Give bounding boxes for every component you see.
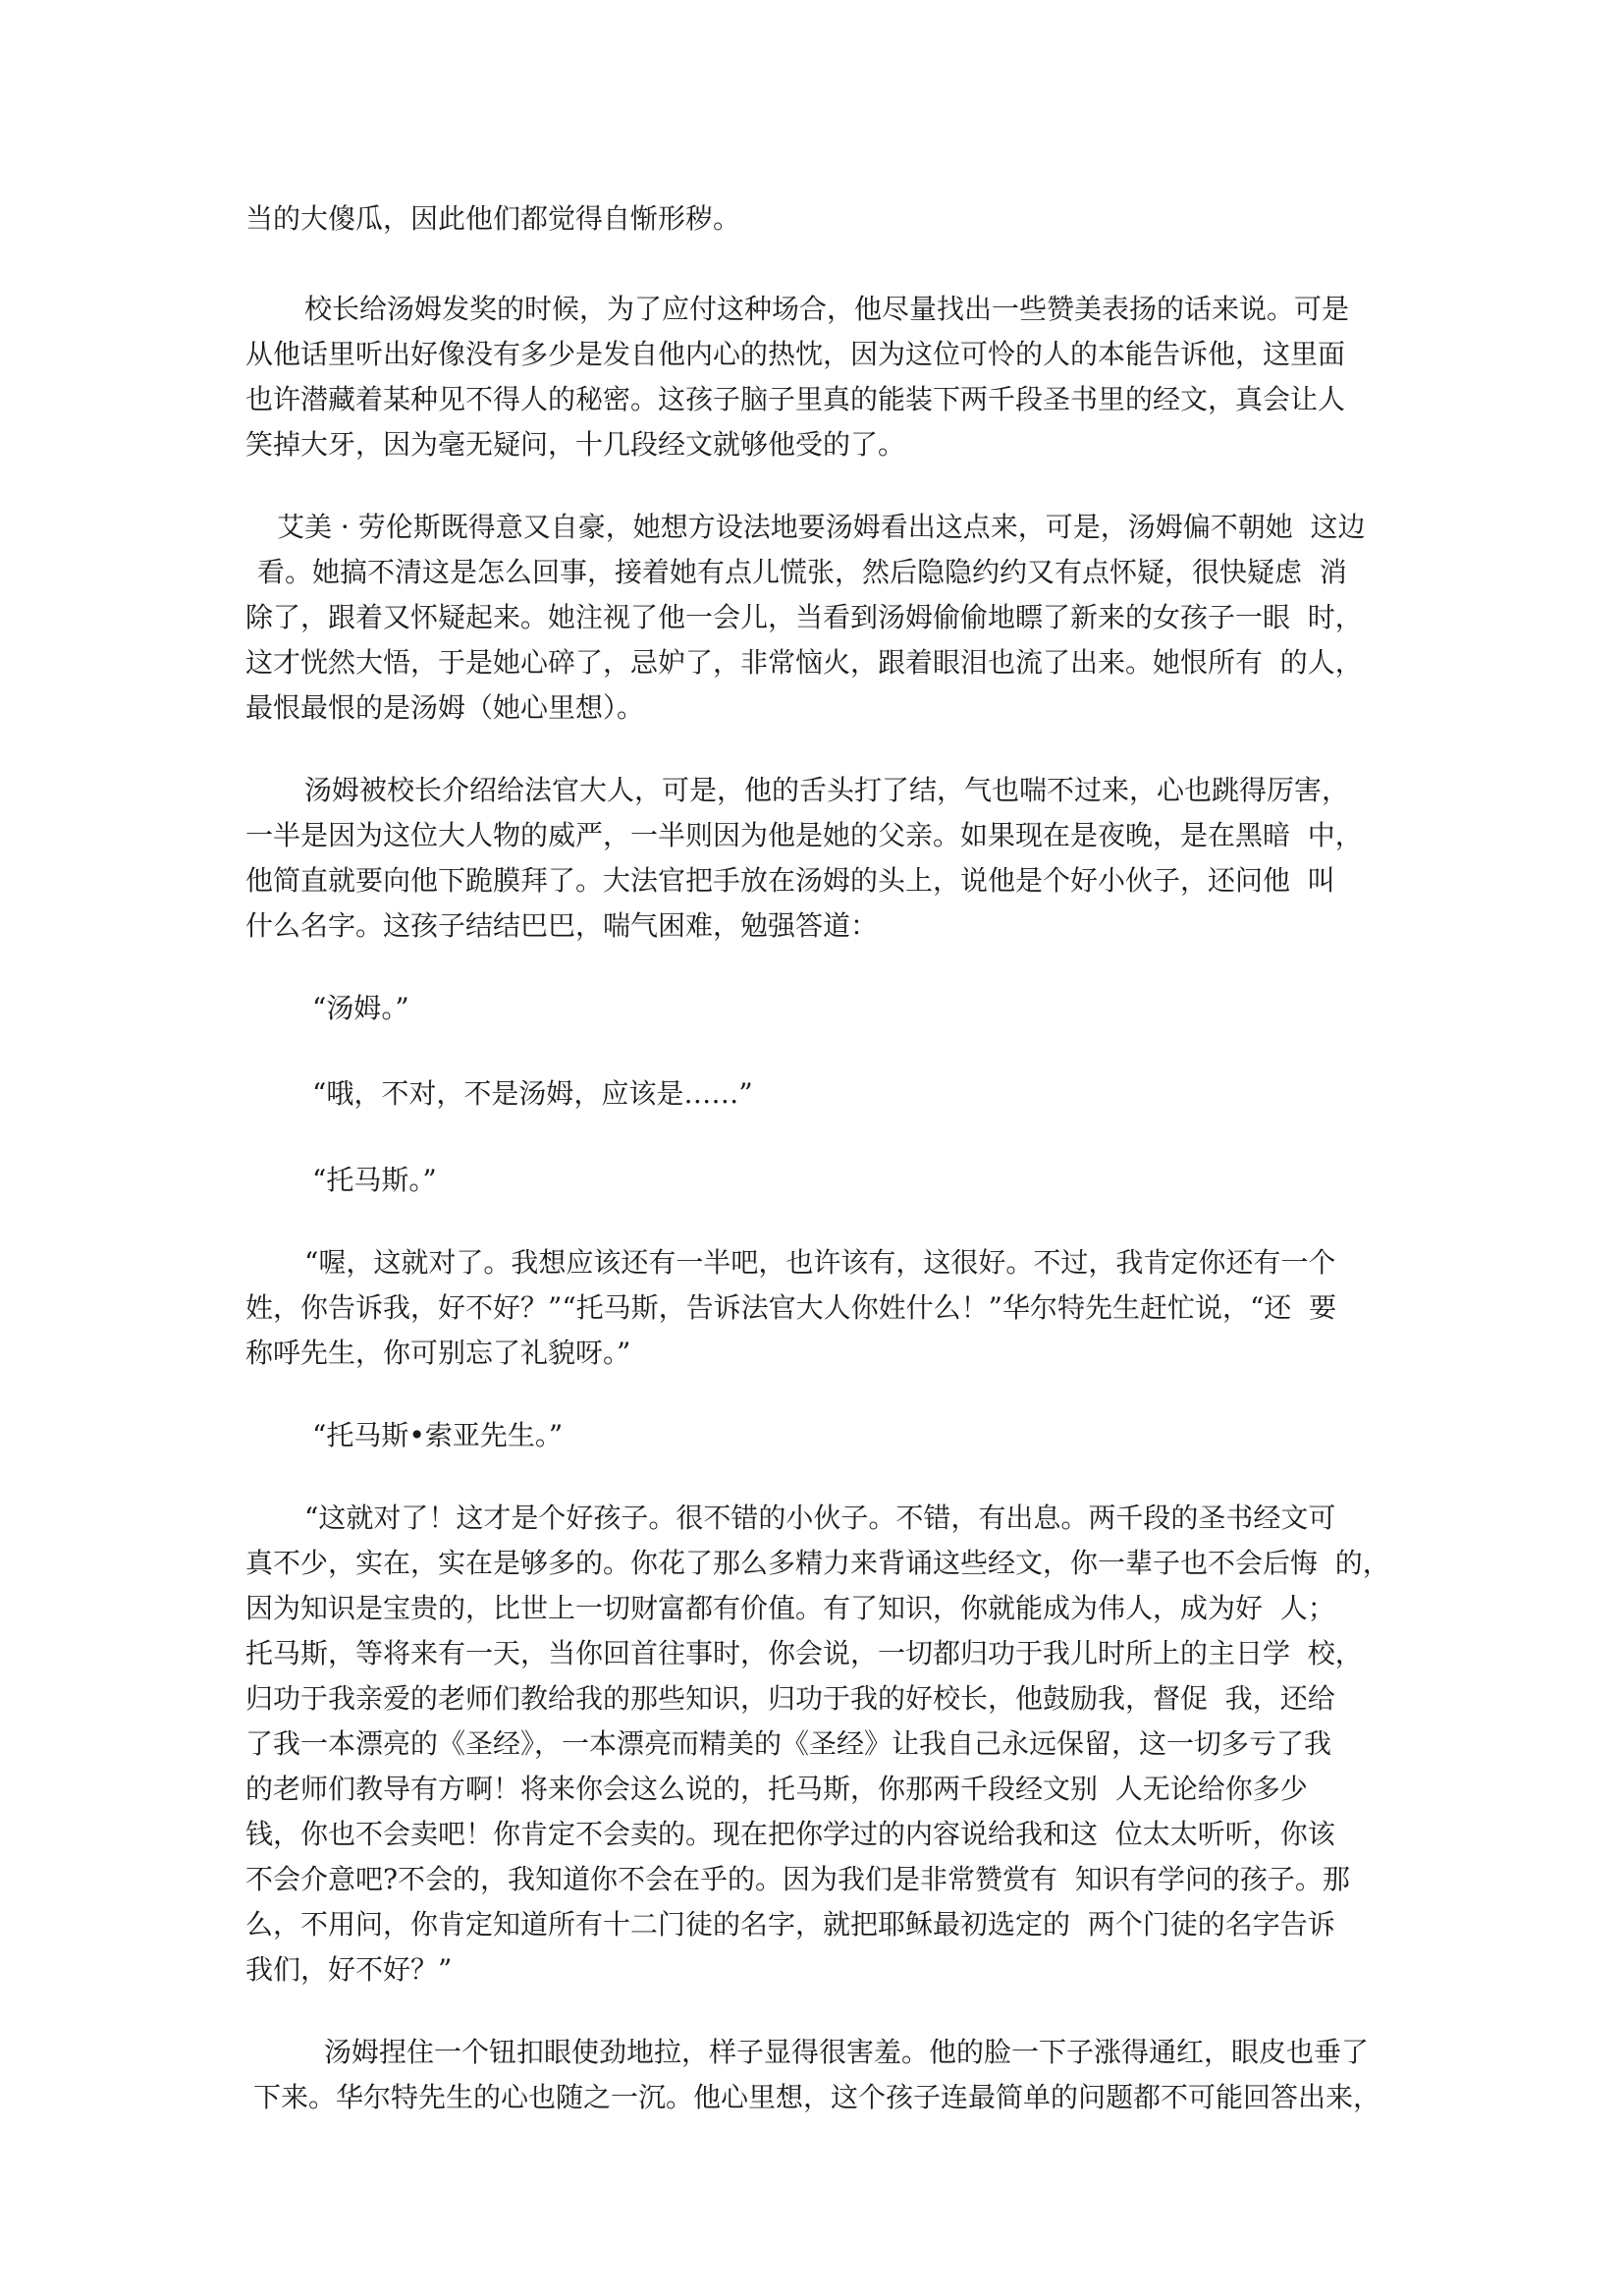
text-line: 的老师们教导有方啊！将来你会这么说的，托马斯，你那两千段经文别 人无论给你多少 — [245, 1773, 1308, 1805]
text-line: 称呼先生，你可别忘了礼貌呀。” — [245, 1337, 631, 1369]
text-line: 当的大傻瓜，因此他们都觉得自惭形秽。 — [245, 202, 741, 235]
text-line: “哦，不对，不是汤姆，应该是……” — [312, 1077, 753, 1110]
text-line: 什么名字。这孩子结结巴巴，喘气困难，勉强答道： — [245, 909, 879, 942]
text-line: “托马斯。” — [312, 1164, 437, 1196]
text-line: 除了，跟着又怀疑起来。她注视了他一会儿，当看到汤姆偷偷地瞟了新来的女孩子一眼 时， — [245, 601, 1363, 633]
text-line: 这才恍然大悟，于是她心碎了，忌妒了，非常恼火，跟着眼泪也流了出来。她恨所有 的人， — [245, 646, 1363, 679]
text-line: 从他话里听出好像没有多少是发自他内心的热忱，因为这位可怜的人的本能告诉他，这里面 — [245, 338, 1346, 370]
text-line: 汤姆被校长介绍给法官大人，可是，他的舌头打了结，气也喘不过来，心也跳得厉害， — [304, 774, 1350, 806]
text-line: 看。她搞不清这是怎么回事，接着她有点儿慌张，然后隐隐约约又有点怀疑，很快疑虑 消 — [257, 556, 1347, 588]
text-line: 汤姆捏住一个钮扣眼使劲地拉，样子显得很害羞。他的脸一下子涨得通红，眼皮也垂了 — [324, 2036, 1370, 2068]
text-line: 校长给汤姆发奖的时候，为了应付这种场合，他尽量找出一些赞美表扬的话来说。可是 — [304, 293, 1350, 325]
text-line: “喔，这就对了。我想应该还有一半吧，也许该有，这很好。不过，我肯定你还有一个 — [304, 1246, 1336, 1279]
text-line: 笑掉大牙，因为毫无疑问，十几段经文就够他受的了。 — [245, 428, 906, 461]
text-line: 他简直就要向他下跪膜拜了。大法官把手放在汤姆的头上，说他是个好小伙子，还问他 叫 — [245, 864, 1335, 897]
text-line: 也许潜藏着某种见不得人的秘密。这孩子脑子里真的能装下两千段圣书里的经文，真会让人 — [245, 383, 1346, 415]
text-line: 艾美 · 劳伦斯既得意又自豪，她想方设法地要汤姆看出这点来，可是，汤姆偏不朝她 这边 — [277, 511, 1366, 543]
text-line: “这就对了！这才是个好孩子。很不错的小伙子。不错，有出息。两千段的圣书经文可 — [304, 1502, 1336, 1534]
text-line: 我们，好不好？” — [245, 1953, 453, 1986]
text-line: 真不少，实在，实在是够多的。你花了那么多精力来背诵这些经文，你一辈子也不会后悔 的， — [245, 1547, 1390, 1579]
text-line: “托马斯•索亚先生。” — [312, 1419, 564, 1451]
text-line: 了我一本漂亮的《圣经》，一本漂亮而精美的《圣经》让我自己永远保留，这一切多亏了我 — [245, 1727, 1332, 1760]
text-line: “汤姆。” — [312, 992, 409, 1024]
text-line: 一半是因为这位大人物的威严，一半则因为他是她的父亲。如果现在是夜晚，是在黑暗 中， — [245, 819, 1363, 851]
text-line: 最恨最恨的是汤姆（她心里想）。 — [245, 691, 645, 724]
text-line: 托马斯，等将来有一天，当你回首往事时，你会说，一切都归功于我儿时所上的主日学 校， — [245, 1637, 1363, 1669]
text-line: 么，不用问，你肯定知道所有十二门徒的名字，就把耶稣最初选定的 两个门徒的名字告诉 — [245, 1908, 1335, 1941]
text-line: 下来。华尔特先生的心也随之一沉。他心里想，这个孩子连最简单的问题都不可能回答出来， — [253, 2081, 1381, 2113]
text-line: 归功于我亲爱的老师们教给我的那些知识，归功于我的好校长，他鼓励我，督促 我，还给 — [245, 1682, 1335, 1715]
text-line: 姓，你告诉我，好不好？”“托马斯，告诉法官大人你姓什么！”华尔特先生赶忙说，“还 要 — [245, 1291, 1337, 1324]
text-line: 钱，你也不会卖吧！你肯定不会卖的。现在把你学过的内容说给我和这 位太太听听，你该 — [245, 1818, 1335, 1850]
text-line: 不会介意吧?不会的，我知道你不会在乎的。因为我们是非常赞赏有 知识有学问的孩子。那 — [245, 1863, 1350, 1895]
text-line: 因为知识是宝贵的，比世上一切财富都有价值。有了知识，你就能成为伟人，成为好 人； — [245, 1592, 1335, 1624]
